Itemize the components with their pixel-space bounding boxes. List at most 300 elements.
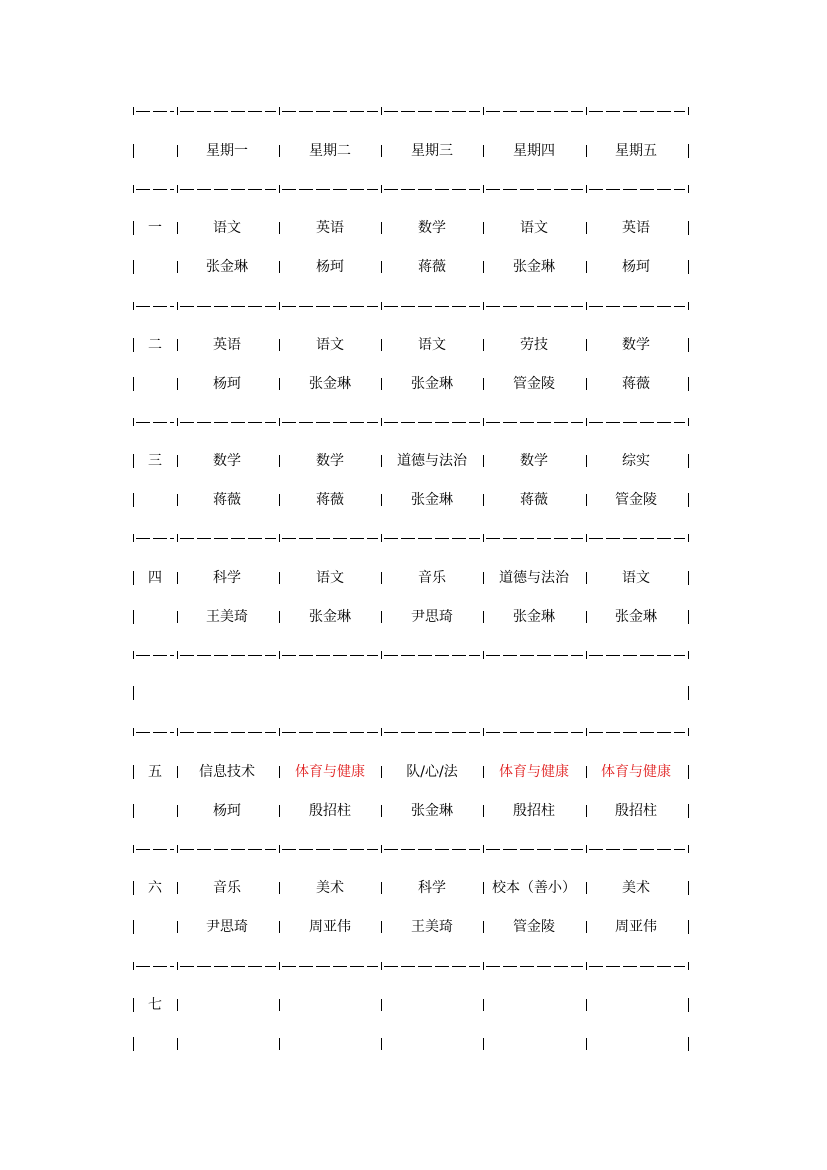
- rule-segment: [606, 655, 620, 656]
- rule-segment: [299, 306, 313, 307]
- row-tick: [177, 378, 178, 390]
- rule-segment: [537, 655, 551, 656]
- rule-segment: [316, 655, 330, 656]
- rule-junction: [688, 728, 689, 736]
- rule-segment: [554, 849, 568, 850]
- rule-segment: [265, 849, 276, 850]
- teacher-cell: 蒋薇: [520, 492, 548, 508]
- row-tick: [381, 222, 382, 234]
- rule-segment: [469, 655, 480, 656]
- row-tick: [279, 145, 280, 157]
- period-label: 二: [148, 337, 162, 353]
- rule-segment: [136, 538, 150, 539]
- rule-segment: [180, 306, 194, 307]
- rule-segment: [469, 538, 480, 539]
- rule-junction: [688, 418, 689, 426]
- row-tick: [688, 338, 689, 352]
- subject-cell: 美术: [316, 880, 344, 896]
- teacher-cell: 张金琳: [411, 803, 453, 819]
- rule-junction: [177, 651, 178, 659]
- rule-segment: [350, 189, 364, 190]
- rule-segment: [606, 538, 620, 539]
- rule-segment: [469, 422, 480, 423]
- rule-segment: [180, 422, 194, 423]
- rule-segment: [520, 422, 534, 423]
- teacher-cell: 杨珂: [213, 376, 241, 392]
- rule-segment: [537, 849, 551, 850]
- rule-segment: [486, 732, 500, 733]
- rule-segment: [623, 732, 637, 733]
- rule-junction: [483, 185, 484, 193]
- rule-segment: [486, 422, 500, 423]
- rule-junction: [133, 185, 134, 193]
- rule-segment: [452, 111, 466, 112]
- rule-segment: [153, 849, 167, 850]
- rule-segment: [170, 422, 174, 423]
- row-tick: [279, 1038, 280, 1050]
- rule-segment: [589, 655, 603, 656]
- rule-segment: [571, 111, 583, 112]
- rule-segment: [214, 306, 228, 307]
- rule-segment: [180, 849, 194, 850]
- row-tick: [586, 572, 587, 584]
- rule-junction: [381, 728, 382, 736]
- row-tick: [688, 144, 689, 158]
- rule-segment: [571, 655, 583, 656]
- rule-segment: [537, 538, 551, 539]
- period-label: 一: [148, 220, 162, 236]
- rule-junction: [177, 728, 178, 736]
- rule-junction: [177, 534, 178, 542]
- subject-cell: 数学: [213, 453, 241, 469]
- rule-segment: [316, 422, 330, 423]
- rule-segment: [554, 966, 568, 967]
- rule-segment: [418, 111, 432, 112]
- row-tick: [483, 455, 484, 467]
- rule-junction: [586, 302, 587, 310]
- row-tick: [133, 338, 134, 352]
- rule-segment: [623, 655, 637, 656]
- rule-segment: [571, 189, 583, 190]
- row-tick: [177, 999, 178, 1011]
- rule-segment: [333, 111, 347, 112]
- rule-segment: [435, 306, 449, 307]
- row-tick: [279, 921, 280, 933]
- rule-segment: [520, 966, 534, 967]
- period-label: 五: [148, 764, 162, 780]
- rule-segment: [623, 966, 637, 967]
- rule-segment: [571, 732, 583, 733]
- rule-junction: [483, 651, 484, 659]
- teacher-cell: 尹思琦: [206, 919, 248, 935]
- rule-segment: [136, 655, 150, 656]
- rule-segment: [554, 306, 568, 307]
- row-tick: [483, 766, 484, 778]
- rule-segment: [469, 111, 480, 112]
- row-tick: [688, 881, 689, 895]
- row-tick: [381, 572, 382, 584]
- subject-cell: 数学: [622, 337, 650, 353]
- rule-segment: [282, 732, 296, 733]
- rule-segment: [333, 655, 347, 656]
- row-tick: [586, 261, 587, 273]
- rule-segment: [136, 732, 150, 733]
- day-header: 星期五: [615, 143, 657, 159]
- rule-segment: [554, 732, 568, 733]
- rule-segment: [674, 422, 685, 423]
- row-tick: [279, 805, 280, 817]
- rule-segment: [418, 732, 432, 733]
- rule-segment: [418, 189, 432, 190]
- rule-segment: [316, 111, 330, 112]
- row-tick: [688, 571, 689, 585]
- rule-junction: [279, 962, 280, 970]
- rule-junction: [279, 185, 280, 193]
- rule-segment: [469, 189, 480, 190]
- row-tick: [177, 339, 178, 351]
- row-tick: [381, 611, 382, 623]
- rule-segment: [299, 111, 313, 112]
- row-tick: [381, 882, 382, 894]
- row-tick: [381, 378, 382, 390]
- row-tick: [279, 494, 280, 506]
- rule-segment: [657, 966, 671, 967]
- rule-junction: [483, 962, 484, 970]
- rule-segment: [248, 966, 262, 967]
- rule-segment: [486, 111, 500, 112]
- rule-junction: [177, 185, 178, 193]
- rule-segment: [537, 111, 551, 112]
- rule-segment: [640, 111, 654, 112]
- subject-cell: 体育与健康: [499, 764, 569, 780]
- row-tick: [133, 881, 134, 895]
- rule-segment: [606, 732, 620, 733]
- row-tick: [381, 145, 382, 157]
- teacher-cell: 张金琳: [513, 609, 555, 625]
- rule-junction: [586, 651, 587, 659]
- rule-segment: [486, 849, 500, 850]
- teacher-cell: 蒋薇: [316, 492, 344, 508]
- rule-segment: [197, 111, 211, 112]
- rule-segment: [248, 538, 262, 539]
- rule-segment: [231, 849, 245, 850]
- rule-segment: [180, 732, 194, 733]
- rule-segment: [486, 655, 500, 656]
- row-tick: [381, 999, 382, 1011]
- rule-junction: [483, 107, 484, 115]
- rule-junction: [279, 302, 280, 310]
- rule-junction: [483, 728, 484, 736]
- rule-segment: [136, 849, 150, 850]
- rule-junction: [133, 302, 134, 310]
- rule-junction: [586, 107, 587, 115]
- rule-segment: [153, 189, 167, 190]
- row-tick: [133, 260, 134, 274]
- row-tick: [177, 766, 178, 778]
- rule-segment: [282, 655, 296, 656]
- rule-segment: [248, 732, 262, 733]
- rule-segment: [503, 538, 517, 539]
- rule-junction: [586, 962, 587, 970]
- rule-segment: [231, 422, 245, 423]
- rule-junction: [381, 534, 382, 542]
- rule-segment: [214, 538, 228, 539]
- rule-segment: [537, 422, 551, 423]
- rule-segment: [248, 849, 262, 850]
- row-tick: [586, 455, 587, 467]
- rule-segment: [214, 966, 228, 967]
- rule-junction: [381, 962, 382, 970]
- subject-cell: 劳技: [520, 337, 548, 353]
- rule-junction: [279, 418, 280, 426]
- teacher-cell: 蒋薇: [622, 376, 650, 392]
- row-tick: [279, 572, 280, 584]
- subject-cell: 数学: [418, 220, 446, 236]
- rule-segment: [153, 111, 167, 112]
- rule-segment: [520, 732, 534, 733]
- rule-segment: [170, 538, 174, 539]
- rule-segment: [503, 849, 517, 850]
- row-tick: [133, 998, 134, 1012]
- row-tick: [177, 145, 178, 157]
- rule-junction: [688, 534, 689, 542]
- rule-segment: [401, 538, 415, 539]
- row-tick: [688, 1037, 689, 1051]
- rule-segment: [231, 538, 245, 539]
- row-tick: [133, 804, 134, 818]
- rule-segment: [606, 189, 620, 190]
- rule-segment: [384, 849, 398, 850]
- rule-junction: [279, 534, 280, 542]
- rule-segment: [350, 538, 364, 539]
- rule-junction: [381, 651, 382, 659]
- rule-segment: [606, 849, 620, 850]
- rule-segment: [299, 966, 313, 967]
- rule-segment: [640, 966, 654, 967]
- rule-segment: [136, 111, 150, 112]
- row-tick: [133, 686, 134, 700]
- rule-segment: [571, 849, 583, 850]
- rule-segment: [350, 111, 364, 112]
- teacher-cell: 张金琳: [513, 259, 555, 275]
- row-tick: [133, 571, 134, 585]
- row-tick: [586, 999, 587, 1011]
- row-tick: [381, 455, 382, 467]
- subject-cell: 语文: [213, 220, 241, 236]
- rule-segment: [418, 655, 432, 656]
- subject-cell: 科学: [418, 880, 446, 896]
- rule-segment: [418, 306, 432, 307]
- rule-segment: [640, 189, 654, 190]
- subject-cell: 语文: [316, 337, 344, 353]
- rule-segment: [350, 849, 364, 850]
- rule-segment: [170, 306, 174, 307]
- row-tick: [133, 377, 134, 391]
- row-tick: [177, 882, 178, 894]
- rule-segment: [153, 966, 167, 967]
- subject-cell: 综实: [622, 453, 650, 469]
- rule-segment: [606, 111, 620, 112]
- rule-segment: [248, 422, 262, 423]
- rule-segment: [486, 538, 500, 539]
- teacher-cell: 周亚伟: [615, 919, 657, 935]
- teacher-cell: 王美琦: [411, 919, 453, 935]
- rule-segment: [384, 732, 398, 733]
- rule-segment: [435, 422, 449, 423]
- rule-segment: [299, 849, 313, 850]
- teacher-cell: 管金陵: [615, 492, 657, 508]
- subject-cell: 道德与法治: [499, 570, 569, 586]
- rule-segment: [231, 966, 245, 967]
- rule-junction: [483, 534, 484, 542]
- row-tick: [279, 378, 280, 390]
- subject-cell: 语文: [622, 570, 650, 586]
- rule-segment: [316, 966, 330, 967]
- rule-segment: [623, 538, 637, 539]
- teacher-cell: 蒋薇: [213, 492, 241, 508]
- rule-junction: [177, 302, 178, 310]
- rule-segment: [452, 422, 466, 423]
- rule-segment: [333, 732, 347, 733]
- rule-junction: [279, 728, 280, 736]
- row-tick: [483, 805, 484, 817]
- rule-segment: [384, 538, 398, 539]
- rule-segment: [623, 306, 637, 307]
- teacher-cell: 杨珂: [213, 803, 241, 819]
- rule-segment: [282, 849, 296, 850]
- row-tick: [586, 921, 587, 933]
- subject-cell: 英语: [622, 220, 650, 236]
- rule-junction: [133, 651, 134, 659]
- rule-segment: [435, 655, 449, 656]
- rule-segment: [674, 111, 685, 112]
- period-label: 四: [148, 570, 162, 586]
- rule-segment: [384, 422, 398, 423]
- rule-segment: [571, 966, 583, 967]
- rule-segment: [640, 538, 654, 539]
- subject-cell: 体育与健康: [601, 764, 671, 780]
- rule-segment: [197, 655, 211, 656]
- teacher-cell: 管金陵: [513, 919, 555, 935]
- rule-segment: [589, 306, 603, 307]
- rule-segment: [265, 422, 276, 423]
- row-tick: [688, 377, 689, 391]
- row-tick: [483, 1038, 484, 1050]
- rule-segment: [350, 966, 364, 967]
- rule-junction: [177, 418, 178, 426]
- rule-segment: [136, 306, 150, 307]
- subject-cell: 美术: [622, 880, 650, 896]
- rule-segment: [469, 732, 480, 733]
- rule-segment: [452, 189, 466, 190]
- rule-segment: [333, 849, 347, 850]
- row-tick: [586, 1038, 587, 1050]
- rule-segment: [537, 966, 551, 967]
- rule-segment: [657, 732, 671, 733]
- row-tick: [688, 493, 689, 507]
- rule-junction: [688, 651, 689, 659]
- rule-segment: [265, 538, 276, 539]
- rule-segment: [265, 966, 276, 967]
- rule-segment: [214, 732, 228, 733]
- rule-segment: [554, 111, 568, 112]
- rule-segment: [333, 306, 347, 307]
- rule-junction: [177, 107, 178, 115]
- rule-segment: [401, 422, 415, 423]
- rule-segment: [180, 966, 194, 967]
- rule-segment: [418, 966, 432, 967]
- rule-segment: [248, 655, 262, 656]
- rule-junction: [688, 107, 689, 115]
- rule-segment: [170, 966, 174, 967]
- row-tick: [483, 882, 484, 894]
- rule-segment: [282, 189, 296, 190]
- rule-segment: [170, 111, 174, 112]
- row-tick: [688, 260, 689, 274]
- rule-junction: [133, 418, 134, 426]
- row-tick: [381, 766, 382, 778]
- rule-segment: [367, 422, 378, 423]
- rule-segment: [674, 732, 685, 733]
- rule-segment: [248, 189, 262, 190]
- rule-segment: [623, 422, 637, 423]
- rule-segment: [640, 306, 654, 307]
- rule-segment: [153, 538, 167, 539]
- rule-segment: [554, 655, 568, 656]
- row-tick: [586, 145, 587, 157]
- rule-segment: [520, 111, 534, 112]
- row-tick: [381, 339, 382, 351]
- rule-segment: [589, 189, 603, 190]
- rule-segment: [435, 111, 449, 112]
- teacher-cell: 蒋薇: [418, 259, 446, 275]
- rule-segment: [623, 189, 637, 190]
- rule-segment: [170, 732, 174, 733]
- rule-segment: [554, 538, 568, 539]
- rule-segment: [214, 422, 228, 423]
- rule-segment: [367, 189, 378, 190]
- rule-junction: [688, 302, 689, 310]
- rule-segment: [153, 655, 167, 656]
- subject-cell: 道德与法治: [397, 453, 467, 469]
- rule-segment: [657, 111, 671, 112]
- rule-segment: [282, 422, 296, 423]
- rule-segment: [384, 306, 398, 307]
- rule-segment: [299, 538, 313, 539]
- rule-junction: [133, 728, 134, 736]
- rule-segment: [333, 422, 347, 423]
- day-header: 星期三: [411, 143, 453, 159]
- row-tick: [586, 222, 587, 234]
- rule-segment: [571, 422, 583, 423]
- rule-segment: [418, 538, 432, 539]
- rule-segment: [452, 849, 466, 850]
- teacher-cell: 周亚伟: [309, 919, 351, 935]
- rule-segment: [180, 111, 194, 112]
- rule-segment: [674, 966, 685, 967]
- rule-segment: [435, 849, 449, 850]
- rule-segment: [350, 655, 364, 656]
- rule-segment: [520, 849, 534, 850]
- rule-segment: [350, 732, 364, 733]
- row-tick: [381, 921, 382, 933]
- row-tick: [279, 882, 280, 894]
- rule-segment: [606, 422, 620, 423]
- rule-segment: [282, 111, 296, 112]
- rule-segment: [401, 111, 415, 112]
- rule-segment: [469, 306, 480, 307]
- row-tick: [177, 572, 178, 584]
